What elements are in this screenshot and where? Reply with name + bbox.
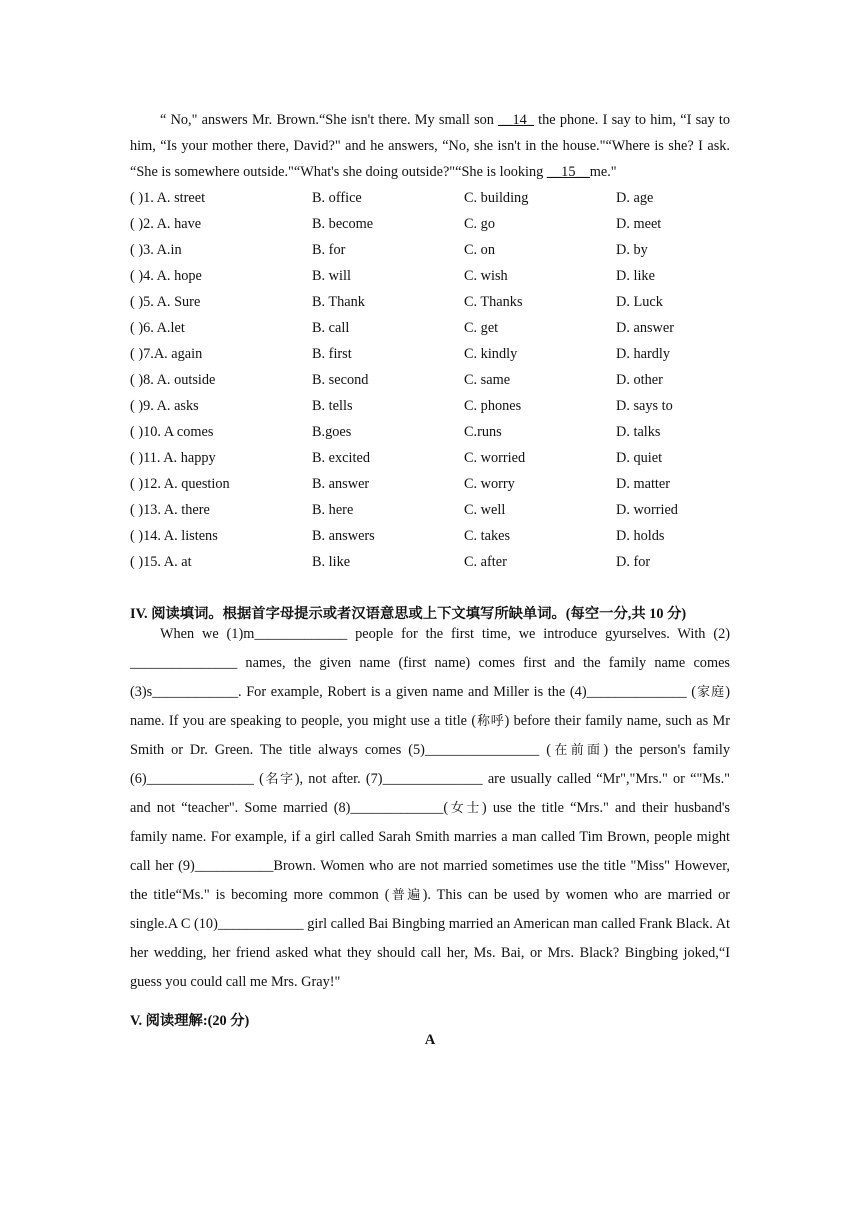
option-row (130, 367, 730, 393)
question-number: ( )14. A. listens (130, 528, 218, 544)
question-number: ( )7.A. again (130, 346, 203, 362)
option-d: D. age (616, 190, 654, 206)
cn-family: 家庭 (696, 685, 726, 700)
option-row (130, 211, 730, 237)
option-d: D. talks (616, 424, 661, 440)
passage-paragraph (130, 107, 730, 185)
option-b: B. become (312, 216, 374, 232)
option-row (130, 497, 730, 523)
option-row (130, 445, 730, 471)
question-number: ( )9. A. asks (130, 398, 199, 414)
option-b: B. second (312, 372, 369, 388)
option-d: D. for (616, 554, 651, 570)
option-b: B. answers (312, 528, 375, 544)
cloze-text-2: ) name. If you are speaking to people, you might use a title ( (130, 684, 730, 729)
cloze-text-3: ) before their family name, such as Mr Smith or Dr. Green. The title always comes (5)________________ ( (130, 713, 730, 758)
cn-name: 名字 (263, 772, 295, 787)
option-row (130, 263, 730, 289)
cloze-text-4: ) the person's family (6)_______________ ( (130, 742, 730, 787)
option-c: C. worry (464, 476, 515, 492)
question-number: ( )4. A. hope (130, 268, 202, 284)
question-number: ( )2. A. have (130, 216, 202, 232)
option-b: B.goes (312, 424, 352, 440)
question-number: ( )6. A.let (130, 320, 185, 336)
option-b: B. excited (312, 450, 370, 466)
option-b: B. here (312, 502, 354, 518)
option-d: D. worried (616, 502, 678, 518)
option-c: C. go (464, 216, 495, 232)
option-b: B. answer (312, 476, 370, 492)
question-number: ( )3. A.in (130, 242, 182, 258)
section-4-title: IV. 阅读填词。根据首字母提示或者汉语意思或上下文填写所缺单词。(每空一分,共 10 分) (130, 606, 687, 622)
option-row (130, 315, 730, 341)
question-number: ( )11. A. happy (130, 450, 216, 466)
option-d: D. holds (616, 528, 665, 544)
option-d: D. Luck (616, 294, 663, 310)
option-d: D. other (616, 372, 663, 388)
option-c: C. on (464, 242, 495, 258)
option-row (130, 549, 730, 575)
option-d: D. by (616, 242, 648, 258)
cn-before: 在前面 (551, 743, 604, 758)
section-5-subheading: A (424, 1032, 436, 1048)
section-4-paragraph (130, 620, 730, 997)
option-c: C. after (464, 554, 507, 570)
cn-title: 称呼 (476, 714, 505, 729)
option-row (130, 289, 730, 315)
option-row (130, 185, 730, 211)
blank-15: __15__ (546, 164, 590, 180)
question-number: ( )10. A comes (130, 424, 214, 440)
option-c: C. Thanks (464, 294, 523, 310)
cloze-text-1: When we (1)m_____________ people for the first time, we introduce gyurselves. With (2) _______________ names, the given name (first name) comes first and the family name comes (3)s____________. For example, Robert is a given name and Miller is the (4)______________ ( (130, 626, 730, 700)
option-d: D. like (616, 268, 655, 284)
option-b: B. office (312, 190, 362, 206)
option-row (130, 341, 730, 367)
option-c: C. wish (464, 268, 508, 284)
passage-text-1: “ No," answers Mr. Brown.“She isn't there. My small son (160, 112, 499, 128)
cn-common: 普遍 (389, 888, 423, 903)
question-number: ( )15. A. at (130, 554, 192, 570)
option-c: C. well (464, 502, 506, 518)
section-5-title: V. 阅读理解:(20 分) (130, 1013, 250, 1029)
passage-text-2: the phone. I say to him, “I say to him, “Is your mother there, David?" and he answers, “No, she isn't in the house."“Where is she? I ask. “She is somewhere outside."“What's she doing outside?"“She is looking (130, 112, 730, 180)
option-c: C. kindly (464, 346, 518, 362)
option-c: C. same (464, 372, 511, 388)
option-c: C. takes (464, 528, 511, 544)
cloze-text-7: ). This can be used by women who are married or single.A C (10)____________ girl called Bai Bingbing married an American man called Frank Black. At her wedding, her friend asked what they should call her, Ms. Bai, or Mrs. Black? Bingbing joked,“I guess you could call me Mrs. Gray!" (130, 887, 730, 990)
option-b: B. tells (312, 398, 353, 414)
option-row (130, 419, 730, 445)
cloze-text-6: ) use the title “Mrs." and their husband's family name. For example, if a girl called Sarah Smith marries a man called Tim Brown, people might call her (9)___________Brown. Women who are not married sometimes use the title "Miss" However, the title“Ms." is becoming more common ( (130, 800, 730, 903)
option-row (130, 237, 730, 263)
option-d: D. answer (616, 320, 674, 336)
option-c: C.runs (464, 424, 502, 440)
option-row (130, 471, 730, 497)
option-b: B. will (312, 268, 351, 284)
option-c: C. worried (464, 450, 526, 466)
question-number: ( )5. A. Sure (130, 294, 201, 310)
option-row (130, 393, 730, 419)
option-c: C. get (464, 320, 499, 336)
option-row (130, 523, 730, 549)
option-c: C. building (464, 190, 529, 206)
option-c: C. phones (464, 398, 522, 414)
question-number: ( )8. A. outside (130, 372, 216, 388)
cloze-text-5: ), not after. (7)______________ are usually called “Mr","Mrs." or “"Ms." and not “teacher". Some married (8)_____________( (130, 771, 730, 816)
question-number: ( )12. A. question (130, 476, 230, 492)
blank-14: __14_ (498, 112, 534, 128)
option-b: B. call (312, 320, 350, 336)
question-number: ( )13. A. there (130, 502, 210, 518)
option-d: D. quiet (616, 450, 663, 466)
option-b: B. like (312, 554, 351, 570)
option-d: D. matter (616, 476, 670, 492)
option-b: B. for (312, 242, 346, 258)
option-b: B. first (312, 346, 352, 362)
option-b: B. Thank (312, 294, 365, 310)
option-d: D. meet (616, 216, 662, 232)
cn-women: 女士 (448, 801, 482, 816)
option-d: D. hardly (616, 346, 670, 362)
option-d: D. says to (616, 398, 673, 414)
passage-text-3: me." (589, 164, 617, 180)
question-number: ( )1. A. street (130, 190, 206, 206)
